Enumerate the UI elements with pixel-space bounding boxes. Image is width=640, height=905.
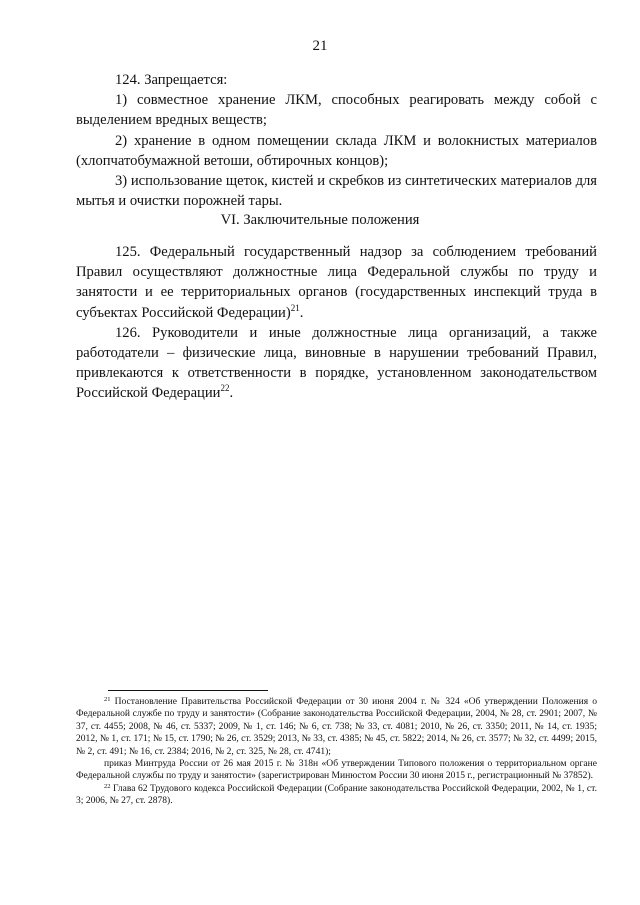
clause-124-item-2: 2) хранение в одном помещении склада ЛКМ и волокнистых материалов (хлопчатобумажной ветоши, обтирочных концов); bbox=[76, 132, 597, 169]
clause-125-end: . bbox=[299, 304, 304, 321]
footnote-21 bbox=[76, 696, 597, 758]
clause-125 bbox=[76, 242, 597, 323]
clause-126 bbox=[76, 323, 597, 404]
clause-126-text: 126. Руководители и иные должностные лица организаций, а также работодатели – физические лица, виновные в нарушении требований Правил, привлекаются к ответственности в порядке, установленном законодательством Российской Федерации bbox=[76, 324, 597, 402]
clause-124-item-3: 3) использование щеток, кистей и скребков из синтетических материалов для мытья и очистки порожней тары. bbox=[76, 173, 597, 210]
clause-124-item-1: 1) совместное хранение ЛКМ, способных реагировать между собой с выделением вредных веществ; bbox=[76, 92, 597, 129]
clause-125-text: 125. Федеральный государственный надзор за соблюдением требований Правил осуществляют должностные лица Федеральной службы по труду и занятости и ее территориальных органов (государственных инспекций труда в субъектах Российской Федерации) bbox=[76, 244, 597, 321]
clause-124 bbox=[76, 70, 597, 211]
footnote-22-text: Глава 62 Трудового кодекса Российской Федерации (Собрание законодательства Российской Федерации, 2002, № 1, ст. 3; 2006, № 27, ст. 2878). bbox=[76, 782, 598, 807]
footnote-21-mark: 21 bbox=[104, 696, 111, 703]
footnote-22 bbox=[76, 783, 597, 808]
section-heading: VI. Заключительные положения bbox=[220, 212, 420, 228]
footnote-21-text: Постановление Правительства Российской Федерации от 30 июня 2004 г. № 324 «Об утверждении Положения о Федеральной службе по труду и занятости» (Собрание законодательства Российской Федерации, 2004, № 28, ст. 2901; 2007, № 37, ст. 4455; 2008, № 46, ст. 5337; 2009, № 1, ст. 146; № 6, ст. 738; № 33, ст. 4081; 2010, № 26, ст. 3350; 2011, № 14, ст. 1935; 2012, № 1, ст. 171; № 15, ст. 1790; № 26, ст. 3529; 2013, № 33, ст. 4385; № 45, ст. 5822; 2014, № 26, ст. 3577; № 32, ст. 4499; 2015, № 2, ст. 491; № 16, ст. 2384; 2016, № 2, ст. 325, № 28, ст. 4741); bbox=[76, 696, 598, 757]
footnotes bbox=[76, 696, 597, 808]
footnote-ref-21: 21 bbox=[290, 302, 300, 313]
footnote-ref-22: 22 bbox=[220, 383, 230, 394]
clause-124-intro: 124. Запрещается: bbox=[115, 72, 228, 88]
page-number: 21 bbox=[312, 38, 328, 54]
footnote-separator bbox=[108, 690, 268, 691]
footnote-22-mark: 22 bbox=[104, 782, 111, 790]
clause-126-end: . bbox=[229, 385, 234, 402]
final-provisions bbox=[76, 242, 597, 404]
footnote-21-continuation: приказ Минтруда России от 26 мая 2015 г. № 318н «Об утверждении Типового положения о территориальном органе Федеральной службы по труду и занятости» (зарегистрирован Минюстом России 30 июня 2015 г., регистрационный № 37852). bbox=[76, 758, 597, 782]
